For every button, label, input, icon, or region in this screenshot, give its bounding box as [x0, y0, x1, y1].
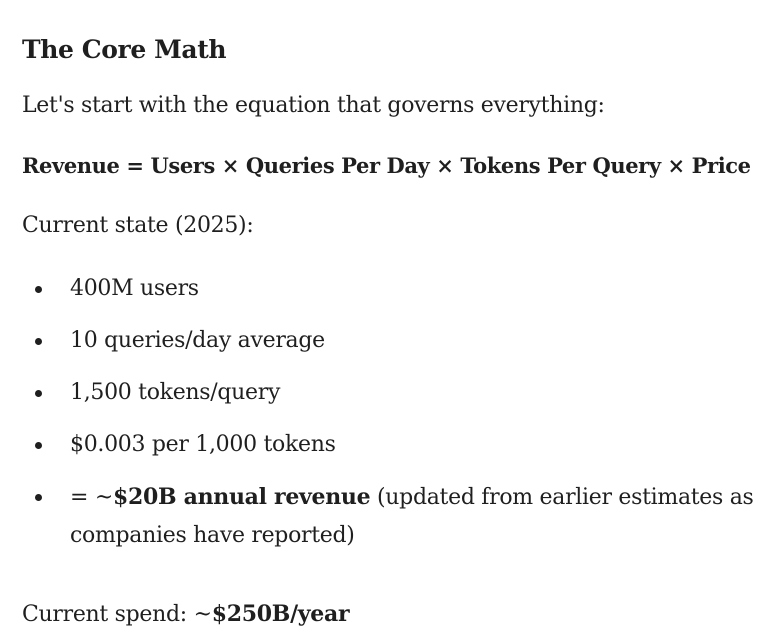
revenue-highlight: $20B annual revenue [112, 484, 371, 510]
list-item-text: 1,500 tokens/query [70, 380, 281, 405]
bullet-icon [35, 442, 42, 449]
current-state-label: Current state (2025): [22, 213, 254, 238]
intro-paragraph: Let's start with the equation that governs everything: [22, 93, 605, 118]
revenue-formula: Revenue = Users × Queries Per Day × Tokens Per Query × Price [22, 153, 751, 178]
section-heading: The Core Math [22, 35, 227, 64]
list-item [22, 270, 762, 308]
revenue-prefix: = ~ [70, 485, 113, 510]
bullet-icon [35, 286, 42, 293]
revenue-suffix: (updated from earlier estimates as companies have reported) [70, 485, 754, 548]
bullet-icon [35, 494, 42, 501]
spend-prefix: Current spend: ~ [22, 602, 212, 627]
list-item [22, 374, 762, 412]
list-item-text: 400M users [70, 276, 199, 301]
bullet-icon [35, 390, 42, 397]
list-item [22, 322, 762, 360]
spend-highlight: $250B/year [211, 601, 350, 627]
list-item-text: 10 queries/day average [70, 328, 325, 353]
bullet-icon [35, 338, 42, 345]
list-item [22, 426, 762, 464]
list-item-revenue [22, 478, 762, 555]
list-item-text: $0.003 per 1,000 tokens [70, 432, 336, 457]
assumptions-list [22, 270, 762, 569]
current-spend-paragraph [22, 597, 349, 632]
